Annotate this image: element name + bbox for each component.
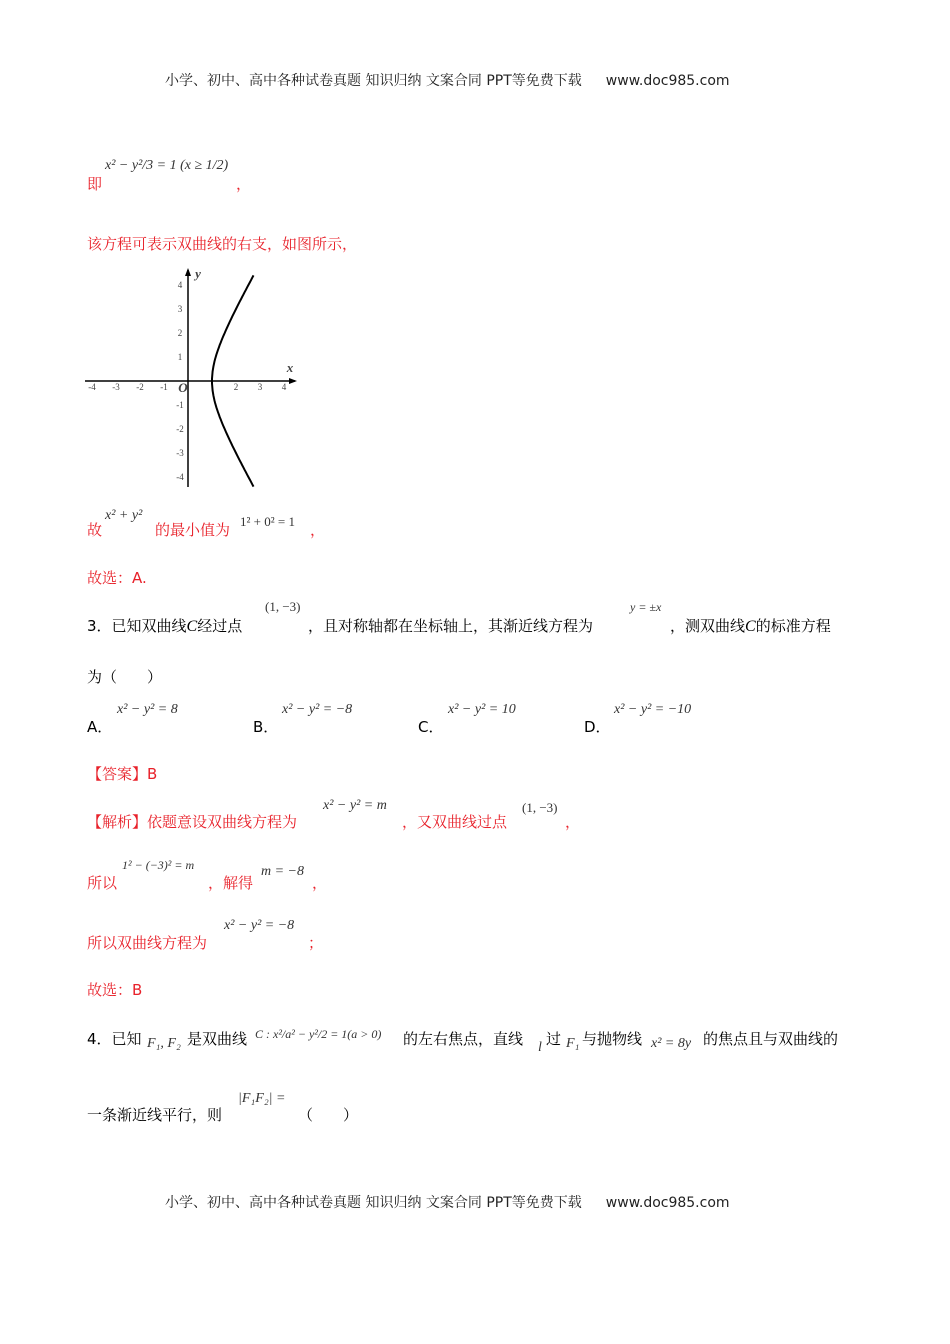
origin-label: O <box>178 380 188 395</box>
s1-suffix: ， <box>236 175 252 193</box>
q3-num: 3．已知双曲线 <box>87 617 187 635</box>
y-tick-label: -3 <box>176 448 184 458</box>
answer-label: 【答案】 <box>87 765 148 783</box>
q3-option-c[interactable]: C． <box>418 718 444 736</box>
q3-option-b[interactable]: B． <box>253 718 279 736</box>
q4-l: l <box>538 1040 542 1055</box>
s1-prefix: 即 <box>87 175 103 193</box>
x-tick-label: 2 <box>233 382 239 392</box>
x-tick-label: -1 <box>160 382 168 392</box>
q4-l2: 一条渐近线平行，则 <box>87 1106 223 1124</box>
s3-prefix: 故 <box>87 521 103 539</box>
s4-text: 故选：A. <box>87 569 147 587</box>
q3-C: C <box>186 618 198 635</box>
page-footer <box>165 1192 730 1212</box>
y-tick-label: 2 <box>177 328 183 338</box>
header-url: www.doc985.com <box>605 73 730 89</box>
q3-t3: ，测双曲线 <box>670 617 746 635</box>
q3-t2: ，且对称轴都在坐标轴上，其渐近线方程为 <box>308 617 594 635</box>
answer-value: B <box>147 765 158 783</box>
sol-l2b: ，解得 <box>208 874 254 892</box>
q3-asym: y = ±x <box>630 600 662 614</box>
sol-l2f2: m = −8 <box>261 864 305 879</box>
q4-f5: |F₁F₂| = <box>238 1091 286 1106</box>
sol-l2f: 1² − (−3)² = m <box>122 858 195 872</box>
s3-formula2: 1² + 0² = 1 <box>240 514 295 529</box>
sol-t1: 依题意设双曲线方程为 <box>147 813 298 831</box>
q3-line2: 为（ ） <box>87 668 163 686</box>
sol-l3b: ； <box>308 934 324 952</box>
s1-formula: x² − y²/3 = 1 (x ≥ 1/2) <box>105 158 229 173</box>
q3-option-a[interactable]: A． <box>87 718 113 736</box>
q4-t4: 过 <box>546 1030 562 1048</box>
sol-t2: ，又双曲线过点 <box>402 813 508 831</box>
q4-f2: C : x²/a² − y²/2 = 1(a > 0) <box>255 1027 382 1041</box>
y-tick-label: -2 <box>176 424 184 434</box>
y-tick-label: 1 <box>177 352 183 362</box>
q3-option-d-formula: x² − y² = −10 <box>614 702 692 717</box>
sol-l2c: ， <box>312 874 328 892</box>
q4-t2: 是双曲线 <box>187 1030 248 1048</box>
q3-line1 <box>87 615 242 636</box>
x-arrow-icon <box>289 378 297 384</box>
sol-t3: ， <box>565 813 581 831</box>
q3-option-a-formula: x² − y² = 8 <box>117 702 178 717</box>
q3-line1b <box>670 615 831 636</box>
hyperbola-graph <box>80 262 310 492</box>
x-tick-label: -3 <box>112 382 120 392</box>
y-tick-label: -1 <box>176 400 184 410</box>
footer-text: 小学、初中、高中各种试卷真题 知识归纳 文案合同 PPT等免费下载 <box>165 1195 582 1211</box>
q3-t4: 的标准方程 <box>755 617 831 635</box>
q4-t6: 的焦点且与双曲线的 <box>703 1030 839 1048</box>
x-tick-label: -2 <box>136 382 144 392</box>
sol-l3a: 所以双曲线方程为 <box>87 934 208 952</box>
s3-mid: 的最小值为 <box>155 521 231 539</box>
q4-t1: 4．已知 <box>87 1030 142 1048</box>
y-tick-label: -4 <box>176 472 184 482</box>
sol-l2a: 所以 <box>87 874 118 892</box>
y-tick-label: 3 <box>177 304 183 314</box>
page-header <box>165 70 730 90</box>
x-tick-label: -4 <box>88 382 96 392</box>
sol-f2: (1, −3) <box>522 800 558 815</box>
s3-suffix: ， <box>310 521 326 539</box>
x-tick-label: 3 <box>257 382 263 392</box>
x-tick-label: 4 <box>281 382 287 392</box>
answer <box>87 763 157 784</box>
sol-f1: x² − y² = m <box>323 798 387 813</box>
sol-l1a <box>87 811 297 832</box>
q4-t3: 的左右焦点，直线 <box>403 1030 524 1048</box>
q4-f1: F₁, F₂ <box>147 1036 181 1051</box>
y-arrow-icon <box>185 268 191 276</box>
q4-l2b: （ ） <box>298 1106 359 1124</box>
q3-C2: C <box>745 618 756 635</box>
q3-option-c-formula: x² − y² = 10 <box>448 702 516 717</box>
y-axis-label: y <box>195 266 201 281</box>
header-text: 小学、初中、高中各种试卷真题 知识归纳 文案合同 PPT等免费下载 <box>165 73 582 89</box>
q4-t5: 与抛物线 <box>582 1030 643 1048</box>
s2-text: 该方程可表示双曲线的右支，如图所示， <box>87 235 358 253</box>
q3-point: (1, −3) <box>265 599 301 614</box>
q4-f4: x² = 8y <box>651 1036 692 1051</box>
solution-label: 【解析】 <box>87 813 148 831</box>
q4-f3: F₁ <box>566 1036 580 1051</box>
y-tick-label: 4 <box>177 280 183 290</box>
s3-formula1: x² + y² <box>105 508 143 523</box>
q3-t1: 经过点 <box>197 617 243 635</box>
sol-l4: 故选：B <box>87 981 143 999</box>
q3-option-d[interactable]: D． <box>584 718 611 736</box>
footer-url: www.doc985.com <box>605 1195 730 1211</box>
sol-l3f: x² − y² = −8 <box>224 918 295 933</box>
x-axis-label: x <box>286 360 294 375</box>
q3-option-b-formula: x² − y² = −8 <box>282 702 353 717</box>
